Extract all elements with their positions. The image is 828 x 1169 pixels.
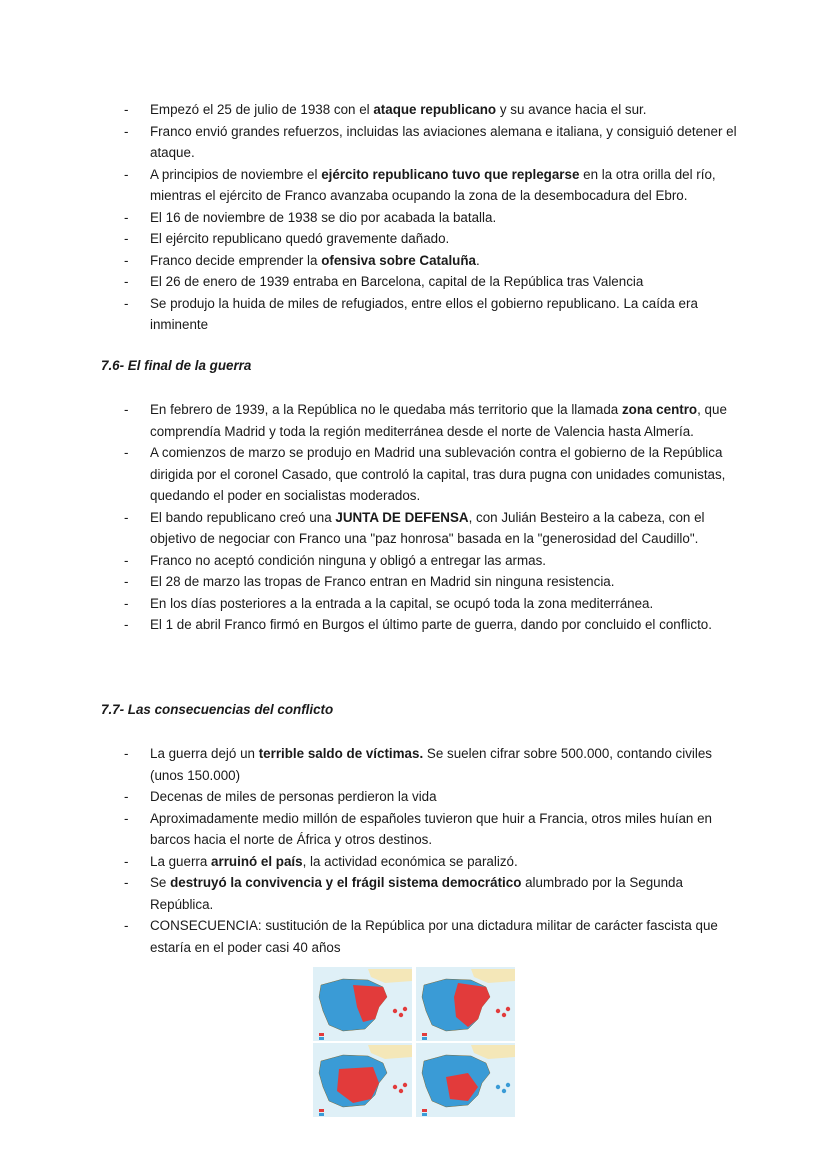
- map-legend-swatch: [422, 1037, 427, 1040]
- list-item-text: [150, 875, 683, 912]
- map-legend-swatch: [319, 1109, 324, 1112]
- list-item-text: [150, 746, 712, 783]
- map-island: [393, 1009, 397, 1013]
- list-item-text: [150, 789, 437, 804]
- map-island: [399, 1089, 403, 1093]
- list-dash: -: [124, 252, 129, 268]
- list-item-text: [150, 167, 716, 204]
- map-legend-swatch: [319, 1033, 324, 1036]
- text-run: En febrero de 1939, a la República no le quedaba más territorio que la llamada: [150, 402, 622, 417]
- list-final-guerra: [118, 399, 738, 636]
- text-run: en la otra orilla del río, mientras el ejército de Franco avanzaba ocupando la zona de la desembocadura del Ebro.: [150, 166, 716, 203]
- text-run: Franco envió grandes refuerzos, incluidas las aviaciones alemana e italiana, y consiguió detener el ataque.: [150, 123, 737, 160]
- list-dash: -: [124, 617, 129, 632]
- bold-text: arruinó el país: [211, 853, 303, 869]
- text-run: y su avance hacia el sur.: [496, 102, 647, 117]
- list-item: [118, 250, 738, 272]
- map-island: [496, 1009, 500, 1013]
- list-item: [118, 293, 738, 336]
- text-run: El 1 de abril Franco firmó en Burgos el último parte de guerra, dando por concluido el conflicto.: [150, 617, 712, 632]
- text-run: La guerra: [150, 853, 212, 869]
- text-run: En los días posteriores a la entrada a la capital, se ocupó toda la zona mediterránea.: [150, 595, 654, 611]
- list-item: [118, 271, 738, 293]
- list-dash: -: [124, 209, 129, 225]
- text-run: El 26 de enero de 1939 entraba en Barcelona, capital de la República tras Valencia: [150, 274, 644, 289]
- list-item-text: [150, 811, 712, 848]
- text-run: , que comprendía Madrid y toda la región mediterránea desde el norte de Valencia hasta Almería.: [150, 402, 727, 439]
- list-item-text: [150, 402, 727, 439]
- list-item: [118, 507, 738, 550]
- list-item-text: [150, 102, 646, 117]
- list-dash: -: [124, 402, 129, 417]
- bold-text: ofensiva sobre Cataluña: [321, 252, 476, 268]
- list-dash: -: [124, 918, 129, 933]
- map-legend-swatch: [422, 1109, 427, 1112]
- text-run: El 28 de marzo las tropas de Franco entran en Madrid sin ninguna resistencia.: [150, 574, 615, 589]
- list-item-text: [150, 596, 653, 611]
- map-island: [506, 1083, 510, 1087]
- list-dash: -: [124, 445, 129, 460]
- map-island: [502, 1089, 506, 1093]
- civil-war-maps-figure: [311, 965, 517, 1119]
- list-dash: -: [124, 295, 129, 311]
- text-run: Franco decide emprender la: [150, 252, 322, 268]
- text-run: El ejército republicano quedó gravemente dañado.: [150, 231, 450, 246]
- list-item: [118, 399, 738, 442]
- text-run: Franco no aceptó condición ninguna y obligó a entregar las armas.: [150, 552, 547, 568]
- bold-text: JUNTA DE DEFENSA: [335, 509, 469, 525]
- text-run: Aproximadamente medio millón de españoles tuvieron que huir a Francia, otros miles huían en barcos hacia el norte de África y otros destinos.: [150, 810, 712, 847]
- text-run: A comienzos de marzo se produjo en Madrid una sublevación contra el gobierno de la República dirigida por el coronel Casado, que controló la capital, tras dura pugna con unidades comunistas, quedando el poder en socialistas moderados.: [150, 445, 726, 503]
- list-dash: -: [124, 552, 129, 568]
- list-item-text: [150, 231, 449, 246]
- list-item: [118, 808, 738, 851]
- list-dash: -: [124, 810, 129, 826]
- list-dash: -: [124, 853, 129, 869]
- list-item: [118, 207, 738, 229]
- list-item-text: [150, 253, 480, 268]
- spain-map-3: [313, 1043, 412, 1117]
- list-dash: -: [124, 789, 129, 804]
- list-item: [118, 442, 738, 507]
- bold-text: zona centro: [621, 402, 698, 417]
- text-run: Decenas de miles de personas perdieron la vida: [150, 789, 437, 804]
- map-legend-swatch: [319, 1113, 324, 1116]
- list-item: [118, 614, 738, 636]
- list-dash: -: [124, 509, 129, 525]
- text-run: Se: [150, 875, 171, 890]
- bold-text: ejército republicano tuvo que replegarse: [321, 166, 580, 182]
- bold-text: terrible saldo de víctimas.: [258, 746, 424, 761]
- list-dash: -: [124, 102, 129, 117]
- text-run: Empezó el 25 de julio de 1938 con el: [150, 102, 374, 117]
- map-island: [393, 1085, 397, 1089]
- list-item: [118, 872, 738, 915]
- list-item: [118, 743, 738, 786]
- list-dash: -: [124, 595, 129, 611]
- list-dash: -: [124, 574, 129, 589]
- text-run: alumbrado por la Segunda República.: [150, 875, 683, 912]
- list-dash: -: [124, 123, 129, 139]
- text-run: Se suelen cifrar sobre 500.000, contando civiles (unos 150.000): [150, 746, 713, 783]
- text-run: El 16 de noviembre de 1938 se dio por acabada la batalla.: [150, 209, 497, 225]
- text-run: CONSECUENCIA: sustitución de la República por una dictadura militar de carácter fascista que estaría en el poder casi 40 años: [150, 918, 718, 955]
- map-island: [502, 1013, 506, 1017]
- section-heading-consecuencias: 7.7- Las consecuencias del conflicto: [101, 702, 334, 717]
- list-item-text: [150, 553, 546, 568]
- text-run: A principios de noviembre el: [150, 166, 322, 182]
- list-dash: -: [124, 746, 129, 761]
- list-item-text: [150, 617, 712, 632]
- list-item-text: [150, 445, 725, 503]
- text-run: El bando republicano creó una: [150, 509, 336, 525]
- list-item: [118, 571, 738, 593]
- text-run: , la actividad económica se paralizó.: [302, 853, 518, 869]
- list-item-text: [150, 210, 496, 225]
- bold-text: destruyó la convivencia y el frágil sistema democrático: [170, 875, 522, 890]
- list-item: [118, 593, 738, 615]
- list-item: [118, 786, 738, 808]
- list-item: [118, 99, 738, 121]
- map-island: [403, 1083, 407, 1087]
- list-item: [118, 164, 738, 207]
- list-item-text: [150, 574, 614, 589]
- list-item-text: [150, 274, 643, 289]
- section-heading-final-guerra: 7.6- El final de la guerra: [101, 358, 252, 373]
- list-item-text: [150, 124, 737, 161]
- list-item: [118, 915, 738, 958]
- map-island: [496, 1085, 500, 1089]
- text-run: La guerra dejó un: [150, 746, 259, 761]
- list-item: [118, 550, 738, 572]
- list-item: [118, 228, 738, 250]
- map-legend-swatch: [319, 1037, 324, 1040]
- list-item-text: [150, 854, 518, 869]
- spain-map-2: [416, 967, 515, 1041]
- text-run: Se produjo la huida de miles de refugiados, entre ellos el gobierno republicano. La caída era inminente: [150, 295, 698, 332]
- list-dash: -: [124, 274, 129, 289]
- map-island: [403, 1007, 407, 1011]
- list-dash: -: [124, 166, 129, 182]
- map-legend-swatch: [422, 1113, 427, 1116]
- text-run: .: [476, 252, 480, 268]
- bold-text: ataque republicano: [373, 102, 497, 117]
- map-island: [506, 1007, 510, 1011]
- list-item-text: [150, 510, 705, 547]
- text-run: , con Julián Besteiro a la cabeza, con el objetivo de negociar con Franco una "paz honrosa" basada en la "generosidad del Caudillo".: [150, 509, 705, 546]
- spain-map-1: [313, 967, 412, 1041]
- list-item-text: [150, 296, 698, 333]
- map-island: [399, 1013, 403, 1017]
- list-ebro-battle: [118, 99, 738, 336]
- list-dash: -: [124, 875, 129, 890]
- list-consecuencias: [118, 743, 738, 958]
- spain-map-4: [416, 1043, 515, 1117]
- list-dash: -: [124, 231, 129, 246]
- list-item: [118, 851, 738, 873]
- list-item-text: [150, 918, 718, 955]
- list-item: [118, 121, 738, 164]
- map-legend-swatch: [422, 1033, 427, 1036]
